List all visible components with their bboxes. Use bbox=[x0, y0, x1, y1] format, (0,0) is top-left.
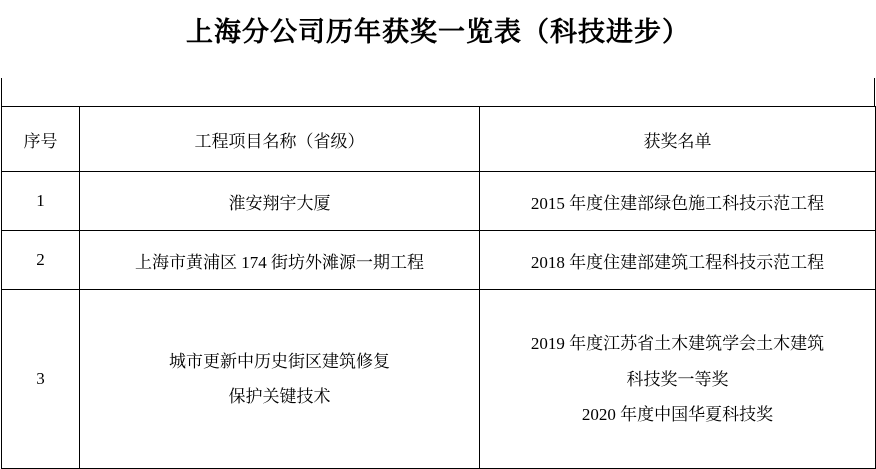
page-title: 上海分公司历年获奖一览表（科技进步） bbox=[186, 17, 690, 47]
cell-award-line: 2019 年度江苏省土木建筑学会土木建筑 bbox=[530, 333, 825, 353]
cell-award-line: 科技奖一等奖 bbox=[626, 369, 729, 389]
cell-award: 2018 年度住建部建筑工程科技示范工程 bbox=[480, 231, 876, 290]
header-cell-award: 获奖名单 bbox=[480, 107, 876, 172]
cell-award-line: 2020 年度中国华夏科技奖 bbox=[581, 405, 774, 425]
cell-award: 2015 年度住建部绿色施工科技示范工程 bbox=[480, 172, 876, 231]
cell-index: 2 bbox=[2, 231, 80, 290]
table-row bbox=[2, 290, 876, 469]
title-table-spacer bbox=[0, 78, 876, 106]
table-row bbox=[2, 231, 876, 290]
award-table bbox=[1, 106, 876, 469]
cell-project-line: 城市更新中历史街区建筑修复 bbox=[169, 351, 390, 371]
cell-project-line: 保护关键技术 bbox=[228, 387, 331, 407]
cell-award bbox=[480, 290, 876, 469]
cell-index: 1 bbox=[2, 172, 80, 231]
table-row bbox=[2, 172, 876, 231]
cell-award-lines bbox=[486, 326, 869, 433]
cell-project: 淮安翔宇大厦 bbox=[80, 172, 480, 231]
cell-project-lines bbox=[86, 344, 473, 415]
table-header-row bbox=[2, 107, 876, 172]
cell-index: 3 bbox=[2, 290, 80, 469]
header-cell-project: 工程项目名称（省级） bbox=[80, 107, 480, 172]
spacer-right-border bbox=[874, 78, 875, 106]
cell-project: 上海市黄浦区 174 街坊外滩源一期工程 bbox=[80, 231, 480, 290]
cell-project bbox=[80, 290, 480, 469]
spacer-left-border bbox=[1, 78, 2, 106]
header-cell-index: 序号 bbox=[2, 107, 80, 172]
